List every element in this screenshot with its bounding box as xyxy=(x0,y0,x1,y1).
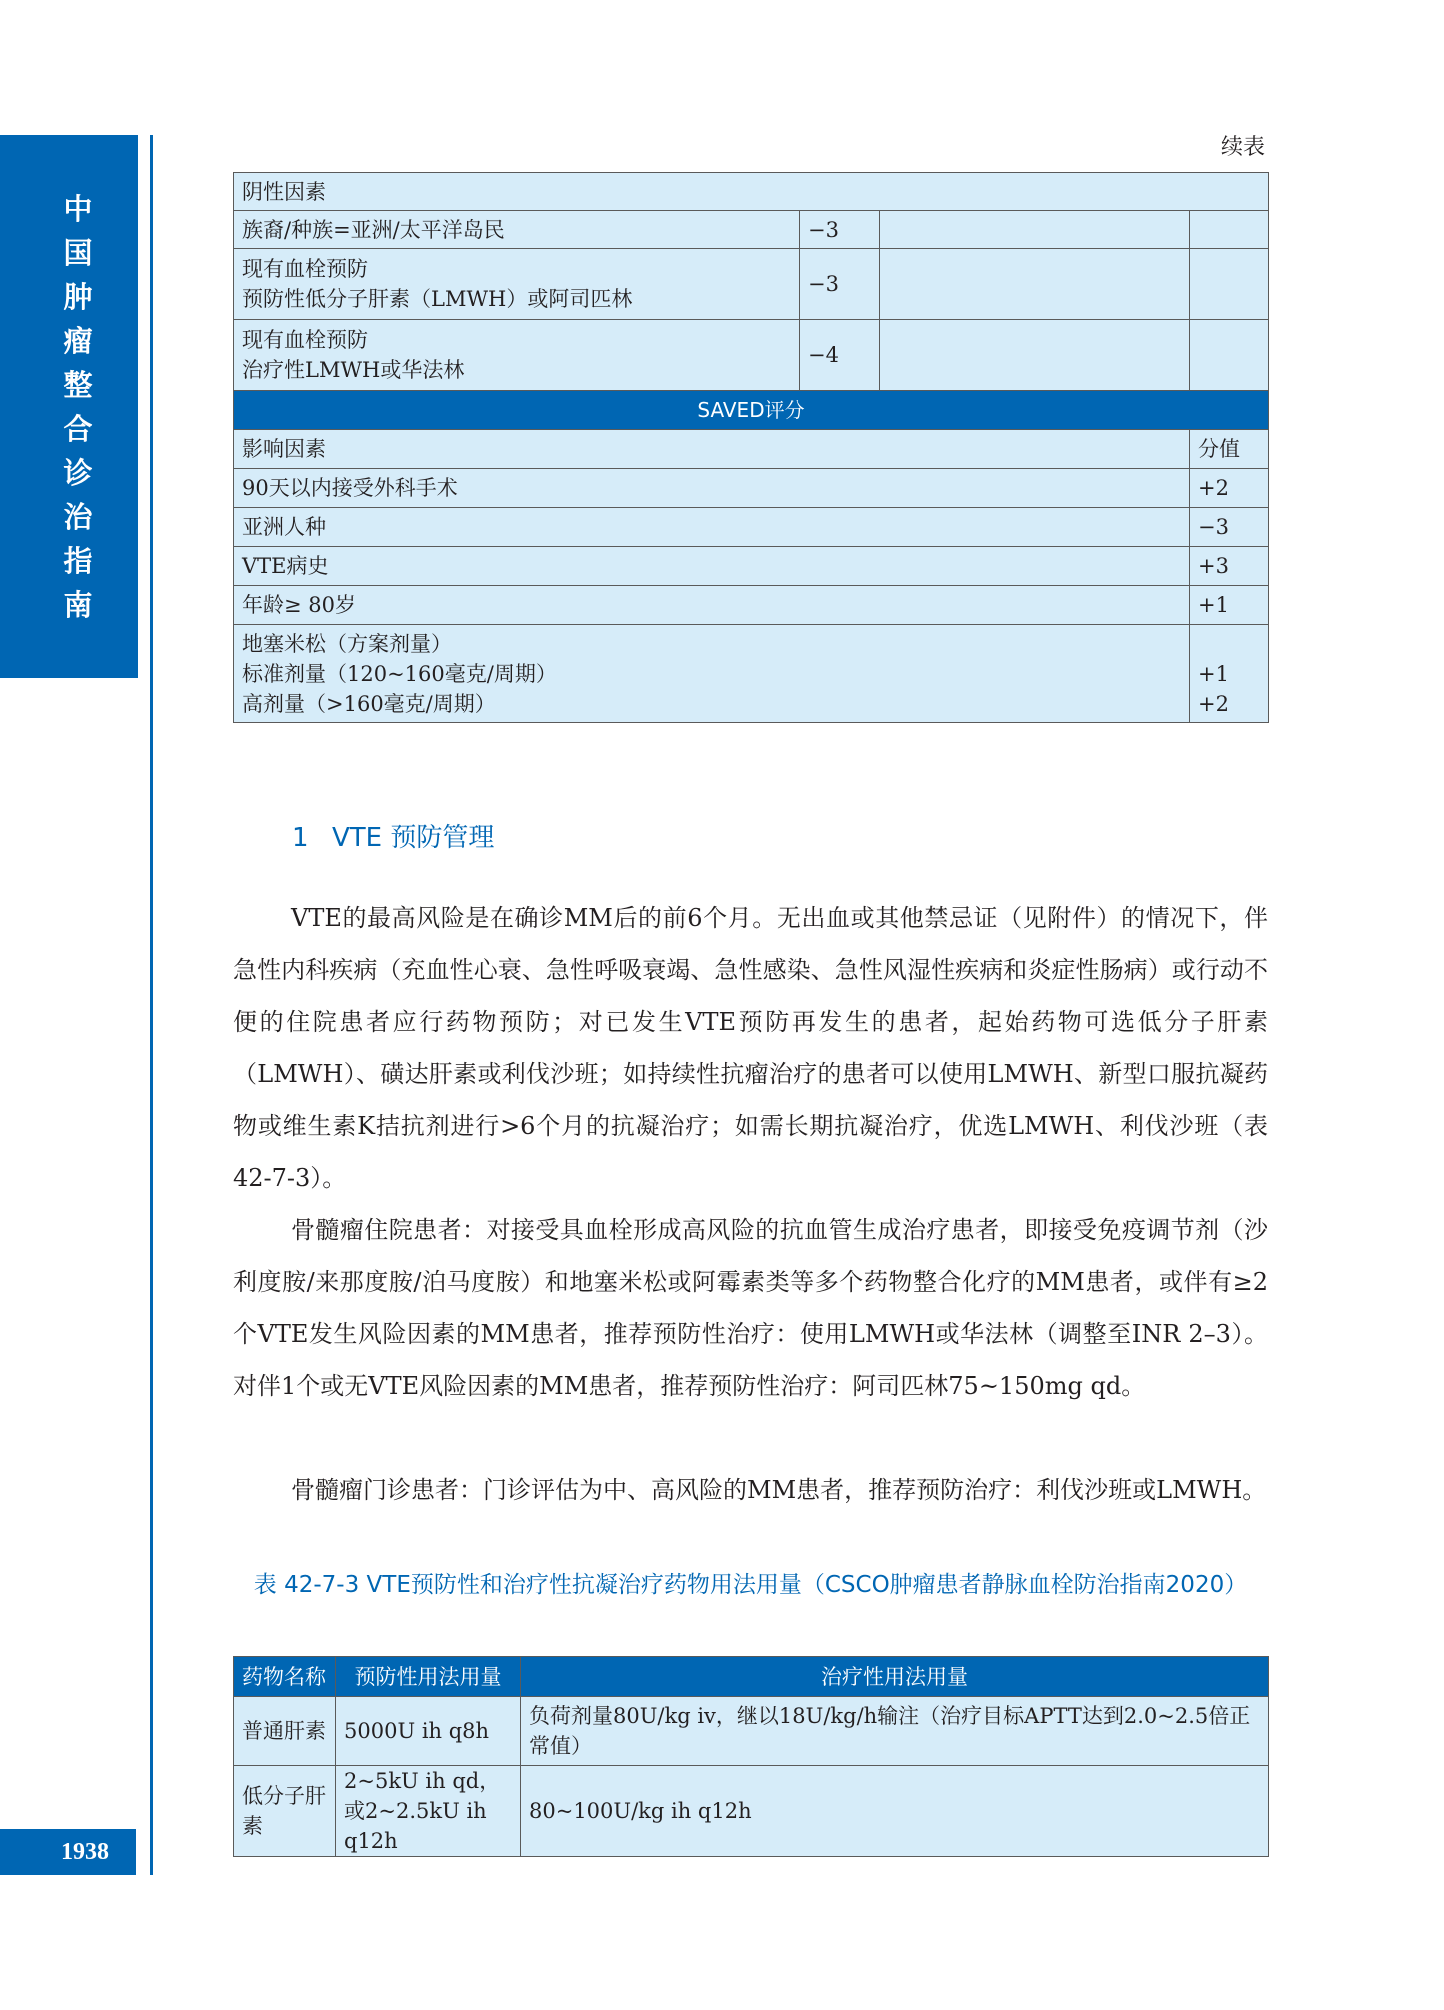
empty-cell xyxy=(1190,249,1269,320)
table-row xyxy=(234,508,1269,547)
table-row xyxy=(234,1766,1269,1857)
score-line: +1 xyxy=(1198,661,1229,686)
factor-cell: VTE病史 xyxy=(234,547,1190,586)
column-header-factor: 影响因素 xyxy=(234,430,1190,469)
factor-cell xyxy=(234,625,1190,723)
book-title-char: 瘤 xyxy=(63,324,93,358)
column-header-therapeutic: 治疗性用法用量 xyxy=(521,1657,1269,1697)
factor-cell: 族裔/种族=亚洲/太平洋岛民 xyxy=(234,211,800,249)
book-title-char: 指 xyxy=(63,544,93,578)
table-row xyxy=(234,625,1269,723)
book-title-char: 治 xyxy=(63,500,93,534)
prophylactic-dose-cell: 5000U ih q8h xyxy=(336,1697,521,1766)
book-title-char: 合 xyxy=(63,412,93,446)
score-line xyxy=(1198,629,1260,659)
table-row xyxy=(234,391,1269,430)
score-cell: −3 xyxy=(1190,508,1269,547)
book-title-char: 国 xyxy=(63,236,93,270)
score-cell: +3 xyxy=(1190,547,1269,586)
score-cell: −4 xyxy=(800,320,880,391)
column-header-prophylactic: 预防性用法用量 xyxy=(336,1657,521,1697)
factor-line: 地塞米松（方案剂量） xyxy=(242,631,452,656)
table-row xyxy=(234,547,1269,586)
score-cell: −3 xyxy=(800,211,880,249)
book-title-sidebar xyxy=(0,135,138,678)
page-number: 1938 xyxy=(0,1829,136,1875)
section-heading xyxy=(292,820,494,856)
book-title-char: 诊 xyxy=(63,456,93,490)
table-row xyxy=(234,173,1269,211)
factor-line: 高剂量（>160毫克/周期） xyxy=(242,691,496,716)
margin-rule xyxy=(150,135,153,1875)
section-number: 1 xyxy=(292,823,309,853)
factor-line: 标准剂量（120~160毫克/周期） xyxy=(242,661,557,686)
score-cell xyxy=(1190,625,1269,723)
table-header-row xyxy=(234,1657,1269,1697)
factor-line: 现有血栓预防 xyxy=(242,257,368,281)
column-header-drug: 药物名称 xyxy=(234,1657,336,1697)
section-title: VTE 预防管理 xyxy=(332,823,495,853)
factor-line: 治疗性LMWH或华法林 xyxy=(242,358,465,382)
factor-cell xyxy=(234,320,800,391)
empty-cell xyxy=(880,320,1190,391)
empty-cell xyxy=(880,249,1190,320)
empty-cell xyxy=(880,211,1190,249)
table-row xyxy=(234,586,1269,625)
empty-cell xyxy=(1190,320,1269,391)
factor-line: 预防性低分子肝素（LMWH）或阿司匹林 xyxy=(242,287,633,311)
negative-factors-label: 阴性因素 xyxy=(234,173,1269,211)
score-cell: +2 xyxy=(1190,469,1269,508)
score-cell: −3 xyxy=(800,249,880,320)
body-paragraph: 骨髓瘤住院患者：对接受具血栓形成高风险的抗血管生成治疗患者，即接受免疫调节剂（沙利度胺/来那度胺/泊马度胺）和地塞米松或阿霉素类等多个药物整合化疗的MM患者，或伴有≥2个VTE发生风险因素的MM患者，推荐预防性治疗：使用LMWH或华法林（调整至INR 2–3）。对伴1个或无VTE风险因素的MM患者，推荐预防性治疗：阿司匹林75~150mg qd。 xyxy=(233,1216,1268,1400)
factor-cell: 90天以内接受外科手术 xyxy=(234,469,1190,508)
drug-name-cell: 低分子肝素 xyxy=(234,1766,336,1857)
saved-score-title: SAVED评分 xyxy=(234,391,1269,430)
prophylactic-dose-cell: 2~5kU ih qd，或2~2.5kU ih q12h xyxy=(336,1766,521,1857)
table-row xyxy=(234,249,1269,320)
book-title-char: 中 xyxy=(63,192,93,226)
score-line: +2 xyxy=(1198,691,1229,716)
therapeutic-dose-cell: 80~100U/kg ih q12h xyxy=(521,1766,1269,1857)
factor-cell xyxy=(234,249,800,320)
column-header-score: 分值 xyxy=(1190,430,1269,469)
body-paragraph: VTE的最高风险是在确诊MM后的前6个月。无出血或其他禁忌证（见附件）的情况下，伴急性内科疾病（充血性心衰、急性呼吸衰竭、急性感染、急性风湿性疾病和炎症性肠病）或行动不便的住院患者应行药物预防；对已发生VTE预防再发生的患者，起始药物可选低分子肝素（LMWH）、磺达肝素或利伐沙班；如持续性抗瘤治疗的患者可以使用LMWH、新型口服抗凝药物或维生素K拮抗剂进行>6个月的抗凝治疗；如需长期抗凝治疗，优选LMWH、利伐沙班（表42-7-3）。 xyxy=(233,904,1268,1192)
table-row xyxy=(234,211,1269,249)
table-row xyxy=(234,320,1269,391)
book-title-char: 南 xyxy=(63,588,93,622)
table-caption: 表 42-7-3 VTE预防性和治疗性抗凝治疗药物用法用量（CSCO肿瘤患者静脉血栓防治指南2020） xyxy=(253,1572,1248,1598)
factor-line: 现有血栓预防 xyxy=(242,328,368,352)
table-row xyxy=(234,469,1269,508)
table-row xyxy=(234,430,1269,469)
therapeutic-dose-cell: 负荷剂量80U/kg iv，继以18U/kg/h输注（治疗目标APTT达到2.0~2.5倍正常值） xyxy=(521,1697,1269,1766)
continued-label: 续表 xyxy=(1220,135,1265,160)
book-title-char: 肿 xyxy=(63,280,93,314)
empty-cell xyxy=(1190,211,1269,249)
factor-cell: 年龄≥ 80岁 xyxy=(234,586,1190,625)
table-row xyxy=(234,1697,1269,1766)
body-paragraph: 骨髓瘤门诊患者：门诊评估为中、高风险的MM患者，推荐预防治疗：利伐沙班或LMWH。 xyxy=(291,1476,1267,1504)
anticoagulant-dosage-table xyxy=(233,1656,1269,1857)
factor-cell: 亚洲人种 xyxy=(234,508,1190,547)
book-title-char: 整 xyxy=(63,368,93,402)
score-cell: +1 xyxy=(1190,586,1269,625)
risk-score-table xyxy=(233,172,1269,723)
drug-name-cell: 普通肝素 xyxy=(234,1697,336,1766)
